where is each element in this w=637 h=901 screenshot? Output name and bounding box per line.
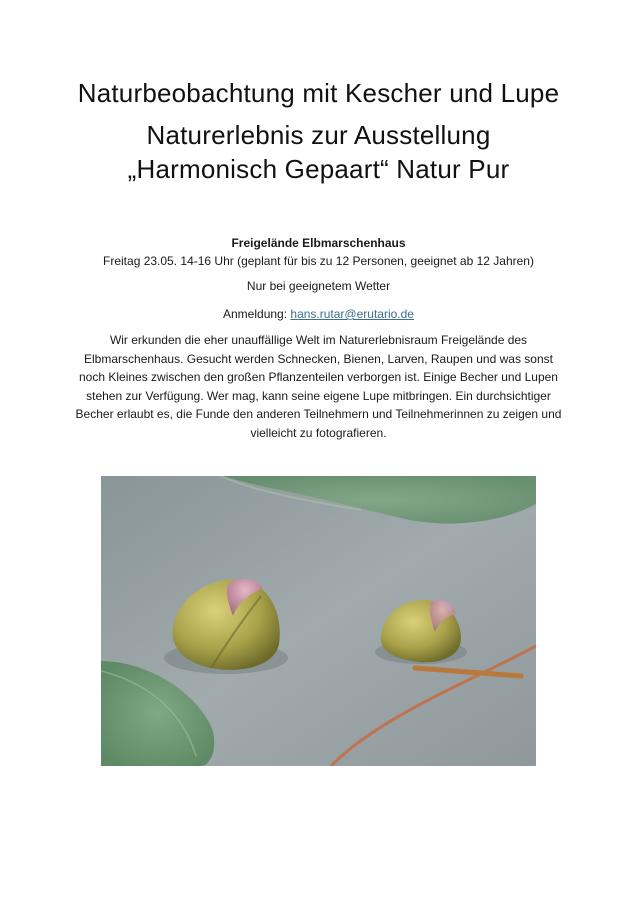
weather-note: Nur bei geeignetem Wetter	[246, 279, 391, 293]
water-lily-photo	[101, 476, 536, 766]
event-venue: Freigelände Elbmarschenhaus	[231, 236, 406, 250]
signup-label: Anmeldung:	[223, 307, 291, 321]
signup-line	[60, 305, 577, 324]
event-description: Wir erkunden die eher unauffällige Welt im Naturerlebnisraum Freigelände des Elbmarschenhaus. Gesucht werden Schnecken, Bienen, Larven, Raupen und was sonst noch Kleines zwischen den großen Pflanzenteilen verborgen ist. Einige Becher und Lupen stehen zur Verfügung. Wer mag, kann seine eigene Lupe mitbringen. Ein durchsichtiger Becher erlaubt es, die Funde den anderen Teilnehmern und Teilnehmerinnen zu zeigen und vielleicht zu fotografieren.	[75, 333, 562, 440]
signup-email-link[interactable]: hans.rutar@erutario.de	[290, 307, 414, 321]
subtitle: Naturerlebnis zur Ausstellung	[146, 120, 491, 150]
main-title: Naturbeobachtung mit Kescher und Lupe	[77, 78, 560, 108]
exhibition-title: „Harmonisch Gepaart“ Natur Pur	[127, 154, 510, 184]
event-date: Freitag 23.05. 14-16 Uhr (geplant für bis zu 12 Personen, geeignet ab 12 Jahren)	[103, 254, 534, 268]
